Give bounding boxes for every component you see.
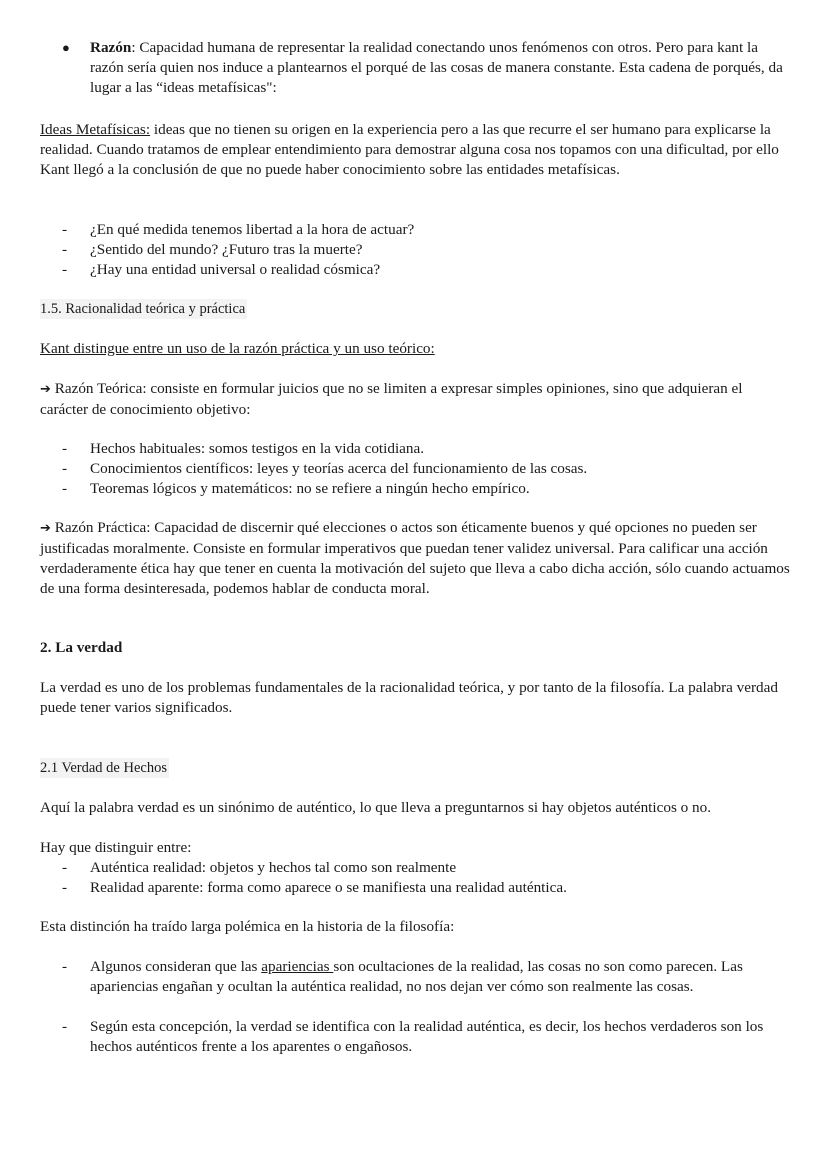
section-2-1-paragraph: Aquí la palabra verdad es un sinónimo de auténtico, lo que lleva a preguntarnos si hay objetos auténticos o no.: [40, 799, 712, 816]
section-1-5-heading: 1.5. Racionalidad teórica y práctica: [40, 301, 246, 317]
teorica-item: - Hechos habituales: somos testigos en la vida cotidiana.: [62, 440, 425, 457]
razon-text: : Capacidad humana de representar la realidad conectando unos fenómenos con otros. Pero para kant la razón sería quien nos induce a plantearnos el porqué de las cosas de manera constante. Esta cadena de porqués, da lugar a las “ideas metafísicas":: [90, 39, 783, 96]
section-2-heading: 2. La verdad: [40, 639, 123, 656]
bullet-icon: ●: [62, 40, 70, 55]
razon-term: Razón: [90, 39, 132, 56]
dash-icon: -: [62, 480, 68, 497]
teorica-item: - Conocimientos científicos: leyes y teorías acerca del funcionamiento de las cosas.: [62, 460, 588, 477]
dash-icon: -: [62, 241, 68, 258]
razon-teorica-paragraph: ➔ Razón Teórica: consiste en formular juicios que no se limiten a expresar simples opiniones, sino que adquieran el carácter de conocimiento objetivo:: [40, 380, 743, 418]
apariencias-item: - Algunos consideran que las apariencias son ocultaciones de la realidad, las cosas no son como parecen. Las apariencias engañan y ocultan la auténtica realidad, no nos dejan ver cómo son realmente las cosas.: [62, 958, 743, 995]
question-item: - ¿Hay una entidad universal o realidad cósmica?: [62, 261, 381, 278]
dash-icon: -: [62, 261, 68, 278]
concepcion-item: - Según esta concepción, la verdad se identifica con la realidad auténtica, es decir, los hechos verdaderos son los hechos auténticos frente a los aparentes o engañosos.: [62, 1018, 764, 1055]
question-item: - ¿En qué medida tenemos libertad a la hora de actuar?: [62, 221, 415, 238]
dash-icon: -: [62, 879, 68, 896]
dash-icon: -: [62, 1018, 68, 1035]
polemica-line: Esta distinción ha traído larga polémica en la historia de la filosofía:: [40, 918, 455, 935]
arrow-right-icon: ➔: [40, 382, 51, 397]
section-2-1-heading: 2.1 Verdad de Hechos: [40, 760, 167, 776]
ideas-metafisicas-paragraph: [40, 120, 792, 180]
razon-practica-paragraph: ➔ Razón Práctica: Capacidad de discernir qué elecciones o actos son éticamente buenos y qué opciones no pueden ser justificadas moralmente. Consiste en formular imperativos que puedan tener validez universal. Para calificar una acción verdaderamente ética hay que tener en cuenta la motivación del sujeto que lleva a cabo dicha acción, sólo cuando actuamos de una forma desinteresada, podemos hablar de conducta moral.: [40, 519, 790, 597]
ideas-label: Ideas Metafísicas:: [40, 121, 151, 138]
teorica-item: - Teoremas lógicos y matemáticos: no se refiere a ningún hecho empírico.: [62, 480, 530, 497]
kant-distingue-line: Kant distingue entre un uso de la razón práctica y un uso teórico:: [40, 340, 435, 357]
dash-icon: -: [62, 958, 68, 975]
distinguir-line: Hay que distinguir entre:: [40, 839, 192, 856]
dash-icon: -: [62, 440, 68, 457]
ideas-text: ideas que no tienen su origen en la experiencia pero a las que recurre el ser humano para explicarse la realidad. Cuando tratamos de emplear entendimiento para demostrar alguna cosa nos topamos con una dificultad, por ello Kant llegó a la conclusión de que no puede haber conocimiento sobre las entidades metafísicas.: [40, 121, 779, 178]
question-item: - ¿Sentido del mundo? ¿Futuro tras la muerte?: [62, 241, 363, 258]
dash-icon: -: [62, 221, 68, 238]
distinction-item: - Realidad aparente: forma como aparece o se manifiesta una realidad auténtica.: [62, 879, 567, 896]
arrow-right-icon: ➔: [40, 521, 51, 536]
section-2-paragraph: La verdad es uno de los problemas fundamentales de la racionalidad teórica, y por tanto de la filosofía. La palabra verdad puede tener varios significados.: [40, 679, 778, 716]
apariencias-link-text: apariencias: [261, 958, 334, 975]
dash-icon: -: [62, 859, 68, 876]
dash-icon: -: [62, 460, 68, 477]
distinction-item: - Auténtica realidad: objetos y hechos tal como son realmente: [62, 859, 457, 876]
